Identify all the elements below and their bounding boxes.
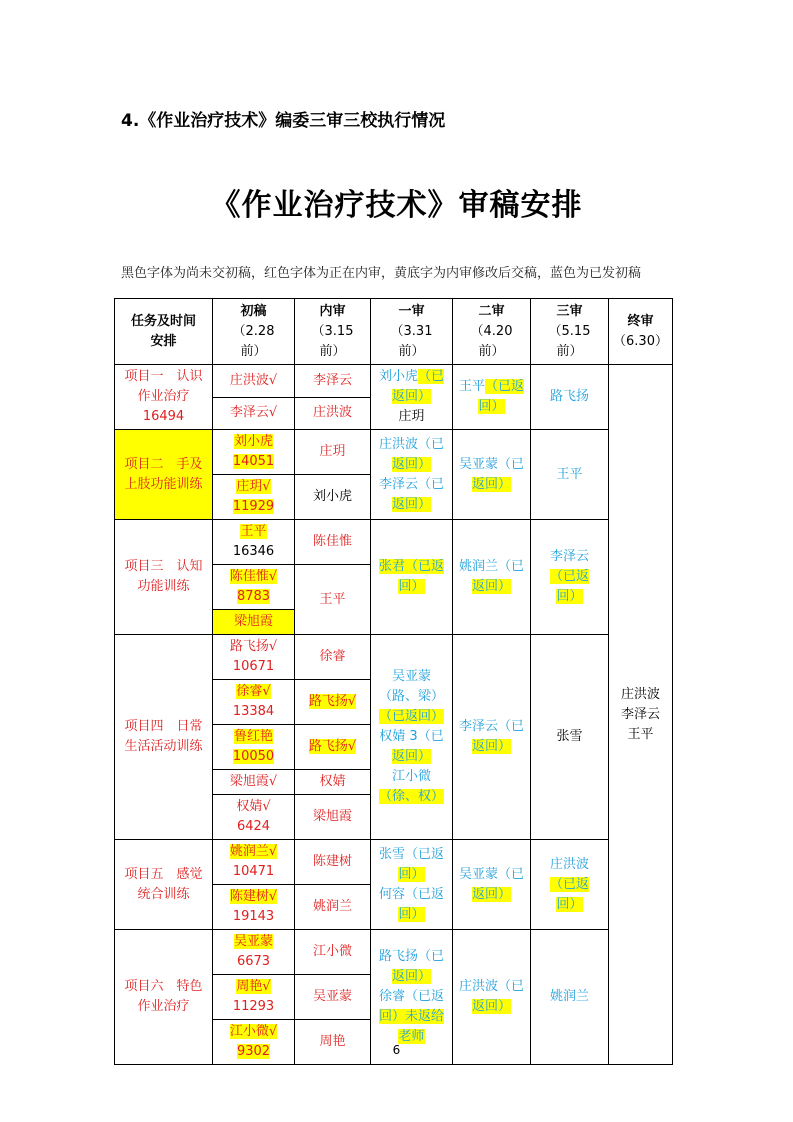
header-final: 终审 （6.30） <box>609 299 673 365</box>
review-schedule-table <box>114 298 673 1065</box>
draft-cell: 鲁红艳 10050 <box>213 725 295 770</box>
draft-cell: 王平 16346 <box>213 520 295 565</box>
internal-cell: 李泽云 <box>295 365 371 398</box>
draft-cell: 刘小虎 14051 <box>213 430 295 475</box>
internal-cell: 刘小虎 <box>295 475 371 520</box>
review3-cell: 李泽云 （已返 回） <box>531 520 609 635</box>
internal-cell: 周艳 <box>295 1020 371 1065</box>
page-number: 6 <box>392 1043 401 1057</box>
project-5-name: 项目五 感觉 统合训练 <box>115 840 213 930</box>
draft-cell: 江小微√ 9302 <box>213 1020 295 1065</box>
review1-cell: 庄洪波（已 返回） 李泽云（已 返回） <box>371 430 453 520</box>
table-row <box>115 430 673 475</box>
table-row <box>115 930 673 975</box>
draft-cell: 路飞扬√ 10671 <box>213 635 295 680</box>
review2-cell: 李泽云（已 返回） <box>453 635 531 840</box>
internal-cell: 路飞扬√ <box>295 725 371 770</box>
review3-cell: 路飞扬 <box>531 365 609 430</box>
internal-cell: 路飞扬√ <box>295 680 371 725</box>
project-4-name: 项目四 日常 生活活动训练 <box>115 635 213 840</box>
project-1-name: 项目一 认识 作业治疗 16494 <box>115 365 213 430</box>
internal-cell: 陈佳惟 <box>295 520 371 565</box>
header-review1: 一审 （3.31 前） <box>371 299 453 365</box>
header-review2: 二审 （4.20 前） <box>453 299 531 365</box>
project-2-name: 项目二 手及 上肢功能训练 <box>115 430 213 520</box>
draft-cell: 姚润兰√ 10471 <box>213 840 295 885</box>
review3-cell: 庄洪波 （已返 回） <box>531 840 609 930</box>
draft-cell: 梁旭霞 <box>213 610 295 635</box>
table-row <box>115 635 673 680</box>
page-title: 《作业治疗技术》审稿安排 <box>210 188 583 223</box>
internal-cell: 江小微 <box>295 930 371 975</box>
review3-cell: 张雪 <box>531 635 609 840</box>
project-6-name: 项目六 特色 作业治疗 <box>115 930 213 1065</box>
draft-cell: 庄洪波√ <box>213 365 295 398</box>
review1-cell: 张雪（已返 回） 何容（已返 回） <box>371 840 453 930</box>
table-header-row <box>115 299 673 365</box>
table-row <box>115 365 673 398</box>
internal-cell: 庄玥 <box>295 430 371 475</box>
review2-cell: 姚润兰（已 返回） <box>453 520 531 635</box>
header-task: 任务及时间 安排 <box>115 299 213 365</box>
header-draft: 初稿 （2.28 前） <box>213 299 295 365</box>
internal-cell: 陈建树 <box>295 840 371 885</box>
draft-cell: 吴亚蒙 6673 <box>213 930 295 975</box>
review2-cell: 吴亚蒙（已 返回） <box>453 840 531 930</box>
table-row <box>115 840 673 885</box>
internal-cell: 权婧 <box>295 770 371 795</box>
draft-cell: 李泽云√ <box>213 397 295 430</box>
review3-cell: 姚润兰 <box>531 930 609 1065</box>
internal-cell: 梁旭霞 <box>295 795 371 840</box>
review1-cell: 路飞扬（已 返回） 徐睿（已返 回）未返给 老师 <box>371 930 453 1065</box>
draft-cell: 徐睿√ 13384 <box>213 680 295 725</box>
header-review3: 三审 （5.15 前） <box>531 299 609 365</box>
header-internal: 内审 （3.15 前） <box>295 299 371 365</box>
review2-cell: 王平（已返 回） <box>453 365 531 430</box>
review1-cell: 吴亚蒙 （路、梁） （已返回） 权婧 3（已 返回） 江小微 （徐、权） <box>371 635 453 840</box>
color-legend: 黑色字体为尚未交初稿，红色字体为正在内审，黄底字为内审修改后交稿，蓝色为已发初稿 <box>121 266 642 281</box>
review2-cell: 吴亚蒙（已 返回） <box>453 430 531 520</box>
draft-cell: 陈建树√ 19143 <box>213 885 295 930</box>
review1-cell: 张君（已返 回） <box>371 520 453 635</box>
review2-cell: 庄洪波（已 返回） <box>453 930 531 1065</box>
draft-cell: 陈佳惟√ 8783 <box>213 565 295 610</box>
internal-cell: 吴亚蒙 <box>295 975 371 1020</box>
draft-cell: 周艳√ 11293 <box>213 975 295 1020</box>
draft-cell: 庄玥√ 11929 <box>213 475 295 520</box>
project-3-name: 项目三 认知 功能训练 <box>115 520 213 635</box>
internal-cell: 庄洪波 <box>295 397 371 430</box>
review3-cell: 王平 <box>531 430 609 520</box>
draft-cell: 梁旭霞√ <box>213 770 295 795</box>
final-review-cell: 庄洪波 李泽云 王平 <box>609 365 673 1065</box>
internal-cell: 王平 <box>295 565 371 635</box>
internal-cell: 徐睿 <box>295 635 371 680</box>
review1-cell: 刘小虎（已 返回） 庄玥 <box>371 365 453 430</box>
table-row <box>115 520 673 565</box>
internal-cell: 姚润兰 <box>295 885 371 930</box>
draft-cell: 权婧√ 6424 <box>213 795 295 840</box>
section-heading: 4.《作业治疗技术》编委三审三校执行情况 <box>121 111 446 131</box>
